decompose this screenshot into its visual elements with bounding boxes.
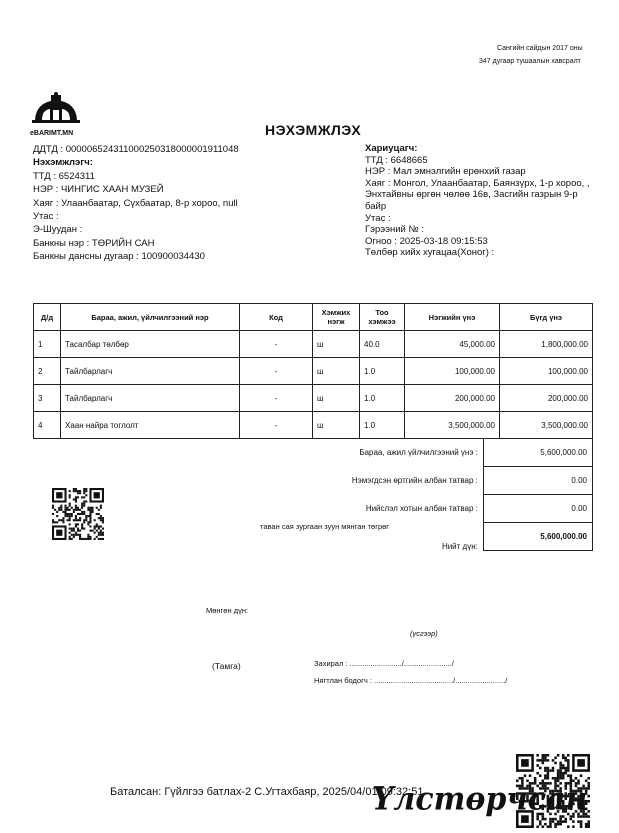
row-name: Тасалбар төлбөр — [61, 331, 240, 358]
row-total: 200,000.00 — [500, 385, 593, 412]
totals-row — [336, 467, 593, 495]
grand-total-label: Нийт дүн: — [441, 541, 478, 551]
col-header-unit-price: Нэгжийн үнэ — [405, 304, 500, 331]
payer-contract-no: Гэрээний № : — [365, 224, 424, 236]
payer-heading: Хариуцагч: — [365, 143, 418, 154]
row-unit: ш — [313, 331, 360, 358]
goods-total-label: Бараа, ажил үйлчилгээний үнэ : — [359, 448, 478, 457]
document-title: НЭХЭМЖЛЭХ — [265, 122, 362, 138]
row-qty: 1.0 — [360, 358, 405, 385]
watermark-text: Үлстөрчсан — [372, 781, 588, 818]
grand-total-value: 5,600,000.00 — [483, 523, 592, 551]
table-row — [34, 331, 593, 358]
col-header-unit: Хэмжих нэгж — [313, 304, 360, 331]
payer-payment-term: Төлбөр хийх хугацаа(Хоног) : — [365, 247, 495, 259]
row-no: 1 — [34, 331, 61, 358]
row-qty: 1.0 — [360, 385, 405, 412]
row-name: Тайлбарлагч — [61, 358, 240, 385]
ebarimt-emblem-icon — [30, 92, 82, 124]
confirmation-footer: Баталсан: Гүйлгээ батлах-2 С.Угтахбаяр, 2025/04/01 09:32:51 — [110, 786, 424, 798]
issuer-ttd: ТТД : 6524311 — [33, 170, 95, 182]
col-header-qty: Тоо хэмжээ — [360, 304, 405, 331]
ebarimt-logo — [30, 92, 82, 137]
payer-name: НЭР : Мал эмнэлгийн ерөнхий газар — [365, 166, 526, 178]
payer-date: Огноо : 2025-03-18 09:15:53 — [365, 235, 488, 247]
words-hint: (үсгээр) — [410, 629, 438, 638]
row-code: - — [240, 331, 313, 358]
row-no: 2 — [34, 358, 61, 385]
items-table — [33, 303, 593, 439]
row-total: 100,000.00 — [500, 358, 593, 385]
row-code: - — [240, 385, 313, 412]
city-tax-label: Нийслэл хотын албан татвар : — [365, 504, 478, 513]
goods-total-value: 5,600,000.00 — [483, 439, 592, 467]
table-row — [34, 412, 593, 439]
totals-table — [336, 438, 593, 551]
col-header-name: Бараа, ажил, үйлчилгээний нэр — [61, 304, 240, 331]
row-unit-price: 45,000.00 — [405, 331, 500, 358]
row-unit-price: 200,000.00 — [405, 385, 500, 412]
director-signature: Захирал : ........................./......................./ — [314, 659, 454, 668]
vat-label: Нэмэгдсэн өртгийн албан татвар : — [351, 476, 478, 485]
issuer-email: Э-Шуудан : — [33, 224, 83, 236]
cash-amount-label: Мөнгөн дүн: — [206, 606, 249, 615]
row-code: - — [240, 412, 313, 439]
col-header-total: Бүгд үнэ — [500, 304, 593, 331]
table-row — [34, 385, 593, 412]
payer-ttd: ТТД : 6648665 — [365, 154, 428, 166]
col-header-code: Код — [240, 304, 313, 331]
row-total: 3,500,000.00 — [500, 412, 593, 439]
issuer-info — [33, 143, 239, 264]
row-qty: 40.0 — [360, 331, 405, 358]
payer-address: Хаяг : Монгол, Улаанбаатар, Баянзүрх, 1-р хороо, , Энхтайвны өргөн чөлөө 16в, Засгийн газрын 9-р байр — [365, 177, 590, 212]
row-unit: ш — [313, 358, 360, 385]
logo-text: eBARIMT.MN — [30, 130, 74, 137]
accountant-signature: Нягтлан бодогч : ....................................../......................../ — [314, 676, 508, 685]
legal-note-line1: Сангийн сайдын 2017 оны — [497, 45, 583, 52]
row-no: 4 — [34, 412, 61, 439]
issuer-name: НЭР : ЧИНГИС ХААН МУЗЕЙ — [33, 184, 164, 196]
legal-note-line2: 347 дугаар тушаалын хавсралт — [479, 58, 581, 65]
stamp-label: (Тамга) — [212, 661, 241, 671]
row-total: 1,800,000.00 — [500, 331, 593, 358]
totals-row — [336, 439, 593, 467]
amount-in-words: таван сая зургаан зуун мянган төгрөг — [260, 522, 390, 531]
row-no: 3 — [34, 385, 61, 412]
issuer-bank-account: Банкны дансны дугаар : 100900034430 — [33, 251, 205, 263]
qr-code-icon — [52, 488, 104, 545]
table-row — [34, 358, 593, 385]
row-name: Тайлбарлагч — [61, 385, 240, 412]
row-unit: ш — [313, 385, 360, 412]
row-unit-price: 100,000.00 — [405, 358, 500, 385]
row-qty: 1.0 — [360, 412, 405, 439]
row-unit: ш — [313, 412, 360, 439]
vat-value: 0.00 — [483, 467, 592, 495]
totals-row — [336, 495, 593, 523]
issuer-phone: Утас : — [33, 211, 59, 223]
ddtd-number: ДДТД : 000006524311000250318000001911048 — [33, 144, 239, 155]
row-name: Хаан найра тоглолт — [61, 412, 240, 439]
row-unit-price: 3,500,000.00 — [405, 412, 500, 439]
issuer-bank-name: Банкны нэр : ТӨРИЙН САН — [33, 237, 155, 249]
col-header-no: Д/д — [34, 304, 61, 331]
payer-info — [365, 143, 595, 259]
issuer-address: Хаяг : Улаанбаатар, Сүхбаатар, 8-р хороо, null — [33, 197, 238, 209]
row-code: - — [240, 358, 313, 385]
city-tax-value: 0.00 — [483, 495, 592, 523]
payer-phone: Утас : — [365, 212, 391, 224]
items-table-header — [34, 304, 593, 331]
issuer-heading: Нэхэмжлэгч: — [33, 157, 93, 169]
